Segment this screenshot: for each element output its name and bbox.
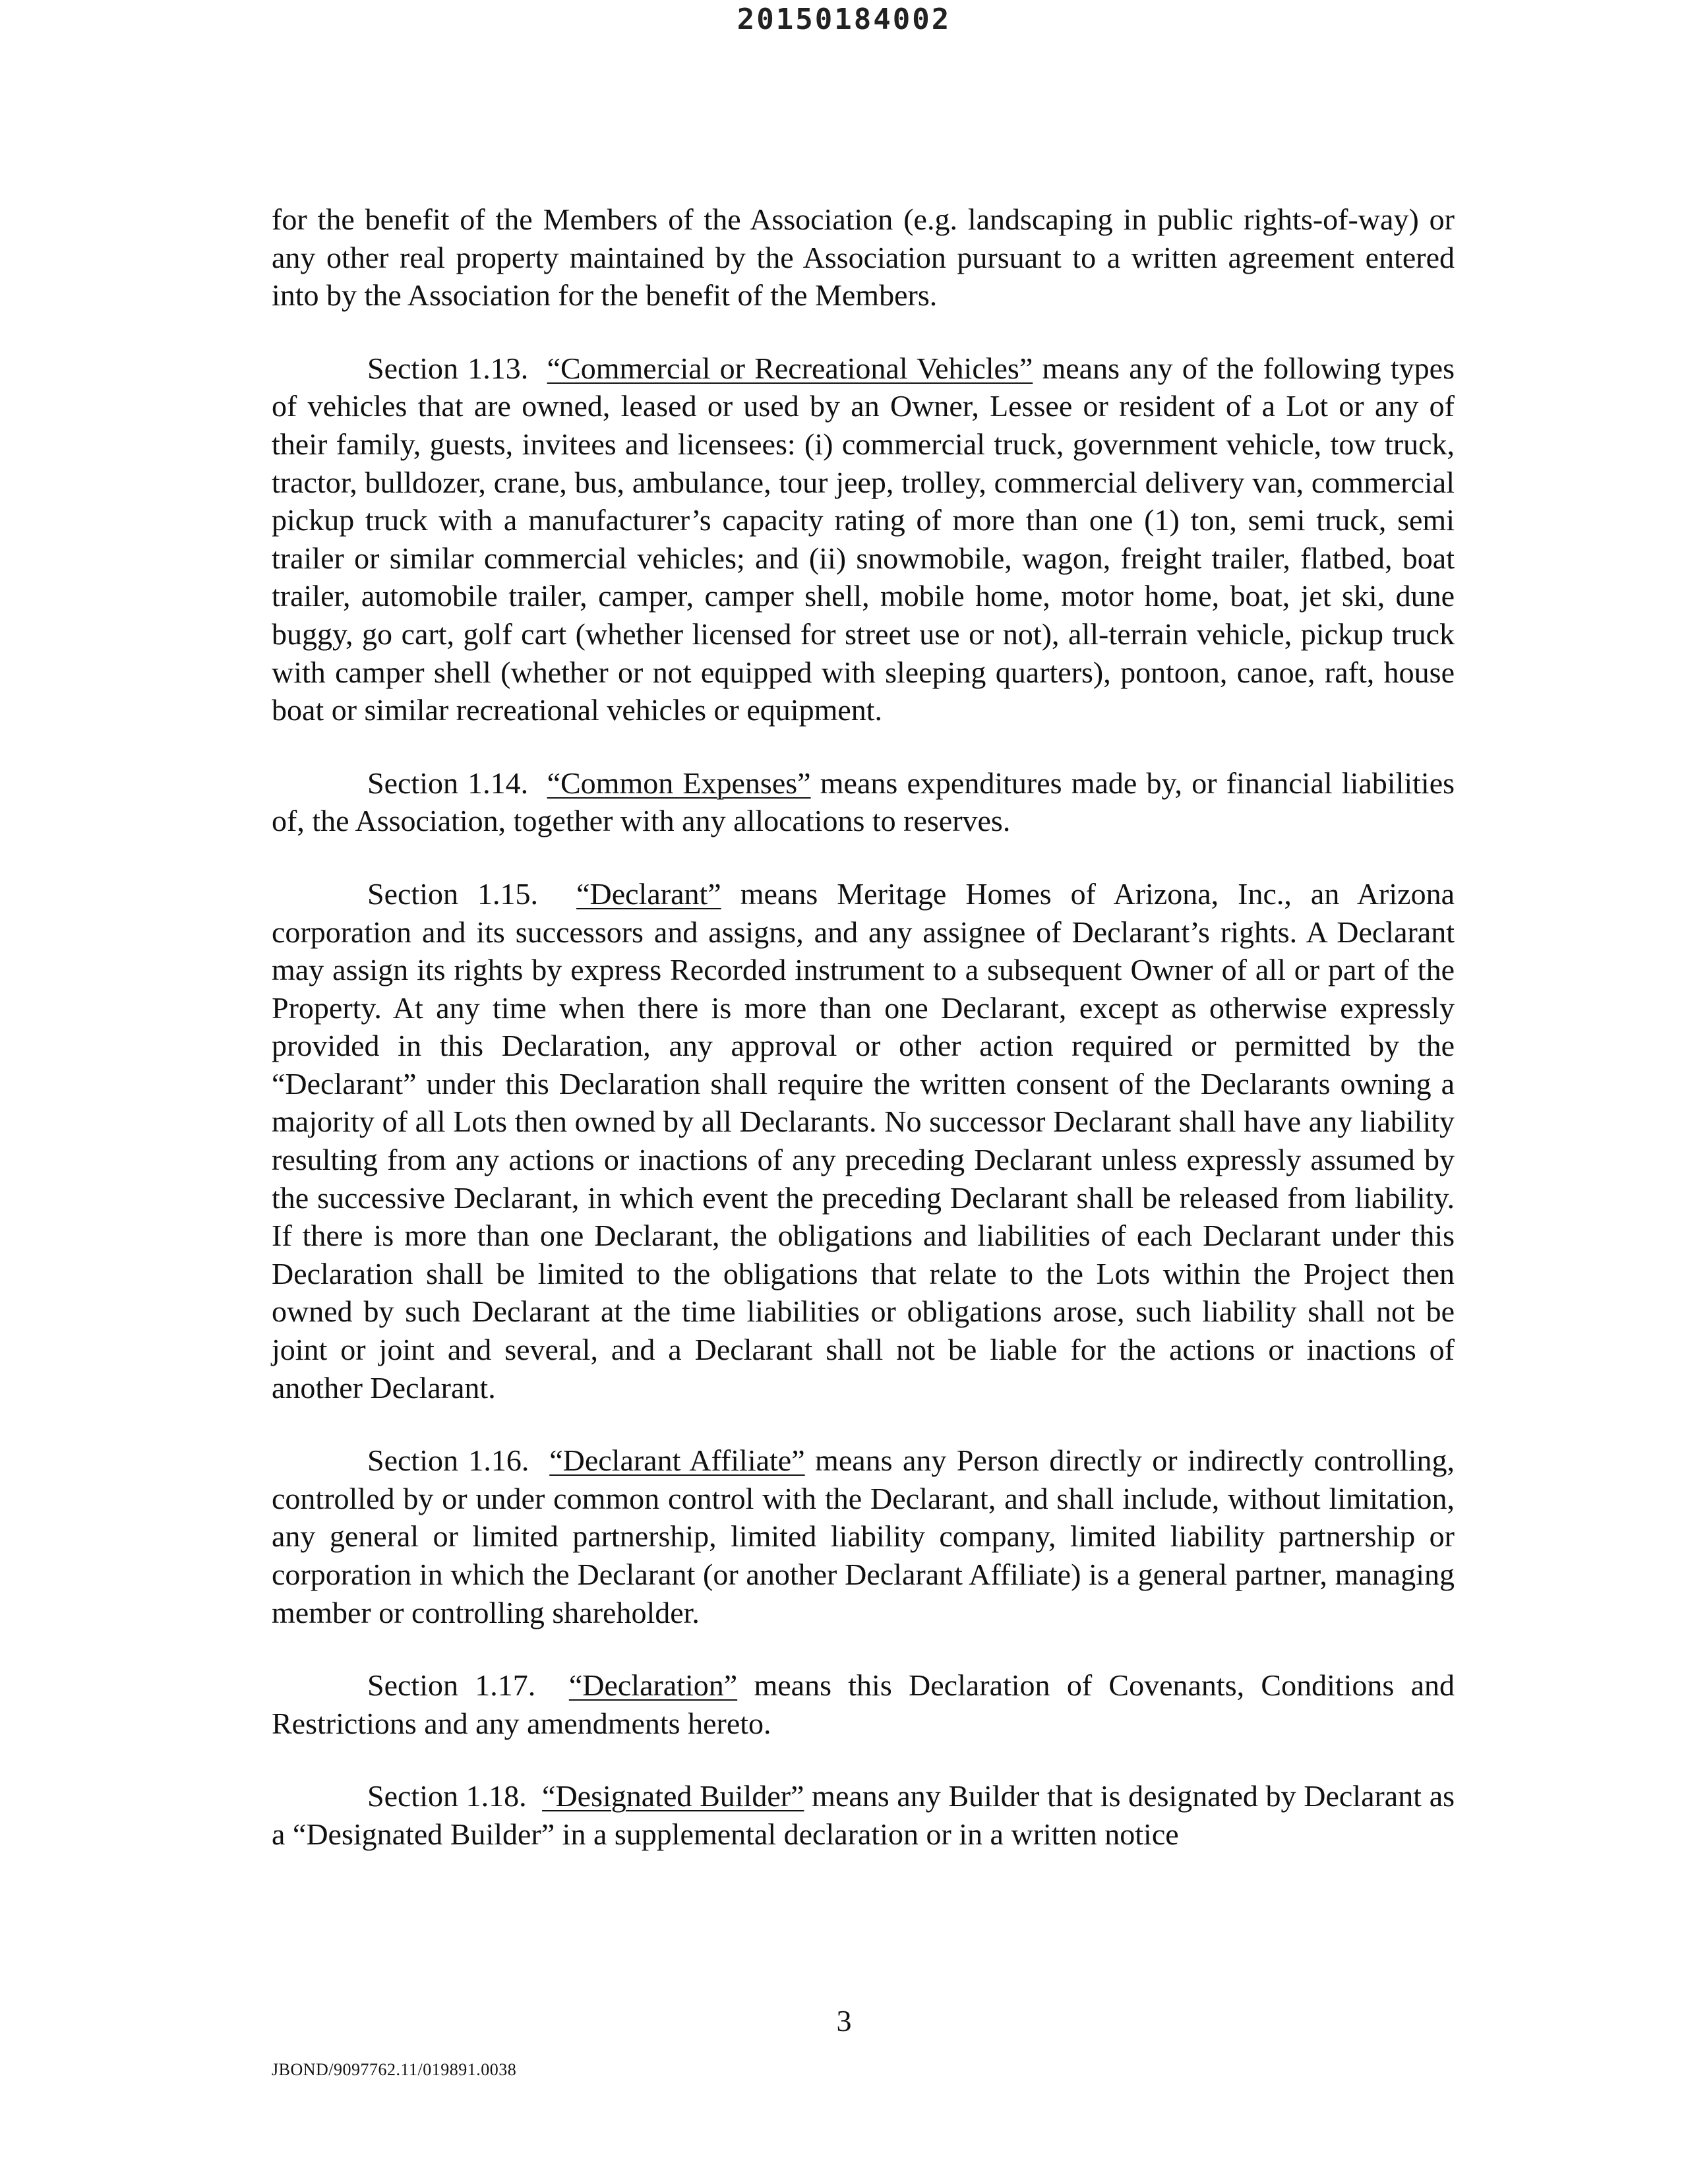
section-label: Section 1.16. [367, 1443, 529, 1478]
document-body [272, 200, 1455, 1889]
section-1-18 [272, 1777, 1455, 1853]
section-1-17 [272, 1666, 1455, 1742]
section-1-16 [272, 1441, 1455, 1631]
section-label: Section 1.17. [367, 1668, 536, 1703]
defined-term: “Designated Builder” [542, 1779, 804, 1813]
section-1-14 [272, 764, 1455, 840]
section-1-15 [272, 875, 1455, 1407]
section-label: Section 1.15. [367, 876, 539, 911]
section-text: means any of the following types of vehicles that are owned, leased or used by an Owner, Lessee or resident of a Lot or any of their family, guests, invitees and licensees: (i) commercial truck, government vehicle, tow truck, tractor, bulldozer, crane, bus, ambulance, tour jeep, trolley, commercial delivery van, commercial pickup truck with a manufacturer’s capacity rating of more than one (1) ton, semi truck, semi trailer or similar commercial vehicles; and (ii) snowmobile, wagon, freight trailer, flatbed, boat trailer, automobile trailer, camper, camper shell, mobile home, motor home, boat, jet ski, dune buggy, go cart, golf cart (whether licensed for street use or not), all-terrain vehicle, pickup truck with camper shell (whether or not equipped with sleeping quarters), pontoon, canoe, raft, house boat or similar recreational vehicles or equipment. [272, 351, 1455, 727]
defined-term: “Commercial or Recreational Vehicles” [547, 351, 1033, 385]
section-text: means Meritage Homes of Arizona, Inc., an Arizona corporation and its successors and assigns, and any assignee of Declarant’s rights. A Declarant may assign its rights by express Recorded instrument to a subsequent Owner of all or part of the Property. At any time when there is more than one Declarant, except as otherwise expressly provided in this Declaration, any approval or other action required or permitted by the “Declarant” under this Declaration shall require the written consent of the Declarants owning a majority of all Lots then owned by all Declarants. No successor Declarant shall have any liability resulting from any actions or inactions of any preceding Declarant unless expressly assumed by the successive Declarant, in which event the preceding Declarant shall be released from liability. If there is more than one Declarant, the obligations and liabilities of each Declarant under this Declaration shall be limited to the obligations that relate to the Lots within the Project then owned by such Declarant at the time liabilities or obligations arose, such liability shall not be joint or joint and several, and a Declarant shall not be liable for the actions or inactions of another Declarant. [272, 876, 1455, 1405]
section-label: Section 1.14. [367, 766, 529, 800]
section-text: means any Builder that is designated by Declarant as a “Designated Builder” in a supplemental declaration or in a written notice [272, 1779, 1455, 1851]
continuation-paragraph: for the benefit of the Members of the Association (e.g. landscaping in public rights-of-way) or any other real property maintained by the Association pursuant to a written agreement entered into by the Association for the benefit of the Members. [272, 202, 1455, 313]
defined-term: “Declarant” [576, 876, 721, 911]
recording-number: 20150184002 [737, 3, 951, 36]
section-text: means this Declaration of Covenants, Conditions and Restrictions and any amendments hereto. [272, 1668, 1455, 1740]
defined-term: “Common Expenses” [547, 766, 811, 800]
document-reference: JBOND/9097762.11/019891.0038 [272, 2060, 517, 2079]
section-label: Section 1.13. [367, 351, 529, 385]
defined-term: “Declarant Affiliate” [549, 1443, 805, 1478]
defined-term: “Declaration” [568, 1668, 738, 1703]
page-number: 3 [836, 2004, 852, 2038]
section-text: means expenditures made by, or financial liabilities of, the Association, together with any allocations to reserves. [272, 766, 1455, 838]
section-text: means any Person directly or indirectly controlling, controlled by or under common control with the Declarant, and shall include, without limitation, any general or limited partnership, limited liability company, limited liability partnership or corporation in which the Declarant (or another Declarant Affiliate) is a general partner, managing member or controlling shareholder. [272, 1443, 1455, 1629]
section-label: Section 1.18. [367, 1779, 527, 1813]
section-1-13 [272, 349, 1455, 729]
